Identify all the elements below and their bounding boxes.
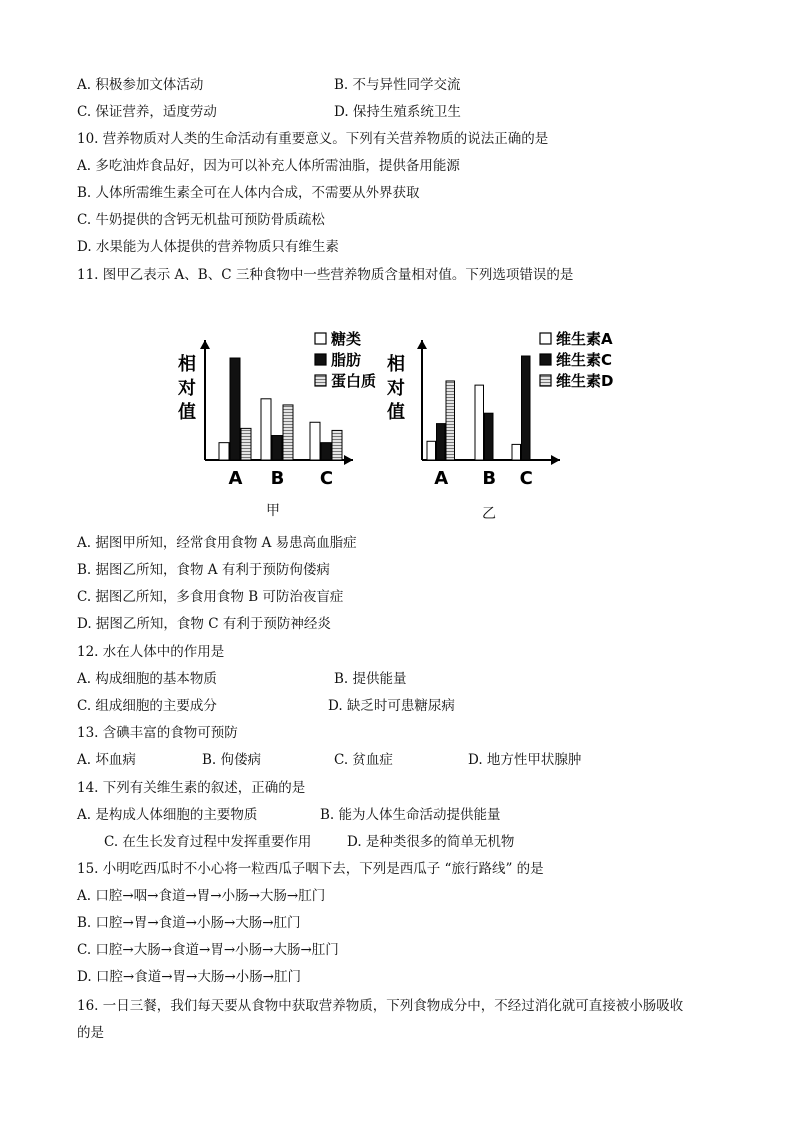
bar-C-蛋白质 xyxy=(332,430,342,460)
q16-stem-line2: 的是 xyxy=(77,1025,104,1041)
q15-stem: 15. 小明吃西瓜时不小心将一粒西瓜子咽下去，下列是西瓜子 “旅行路线” 的是 xyxy=(77,861,544,877)
y-axis-label-char: 对 xyxy=(387,378,405,399)
q12-option-a: A. 构成细胞的基本物质 xyxy=(77,671,217,687)
bar-B-蛋白质 xyxy=(283,405,293,460)
bar-A-维生素C xyxy=(437,424,446,460)
q9-option-c: C. 保证营养，适度劳动 xyxy=(77,104,217,120)
legend-swatch xyxy=(540,354,551,365)
legend-swatch xyxy=(315,354,326,365)
legend-label: 维生素D xyxy=(556,372,614,390)
bar-A-维生素D xyxy=(446,381,455,460)
x-axis-arrow xyxy=(344,455,353,465)
chart-yi-svg xyxy=(378,318,623,493)
bar-C-维生素C xyxy=(522,356,531,460)
q12-option-d: D. 缺乏时可患糖尿病 xyxy=(328,698,455,714)
bar-B-维生素C xyxy=(485,413,494,460)
legend-swatch xyxy=(540,333,551,344)
legend-label: 维生素A xyxy=(556,330,613,348)
q14-stem: 14. 下列有关维生素的叙述，正确的是 xyxy=(77,780,306,796)
q14-option-d: D. 是种类很多的简单无机物 xyxy=(347,834,515,850)
y-axis-arrow xyxy=(417,340,427,349)
q15-option-b: B. 口腔→胃→食道→小肠→大肠→肛门 xyxy=(77,915,301,931)
q11-option-b: B. 据图乙所知，食物 A 有利于预防佝偻病 xyxy=(77,562,330,578)
y-axis-label-char: 相 xyxy=(178,354,196,375)
q15-option-a: A. 口腔→咽→食道→胃→小肠→大肠→肛门 xyxy=(77,888,326,904)
bar-B-糖类 xyxy=(261,399,271,460)
q13-option-a: A. 坏血病 xyxy=(77,752,136,768)
q14-option-c: C. 在生长发育过程中发挥重要作用 xyxy=(104,834,312,850)
q9-option-b: B. 不与异性同学交流 xyxy=(334,77,461,93)
figure-jia-caption: 甲 xyxy=(266,503,280,519)
bar-A-蛋白质 xyxy=(241,428,251,460)
legend-label: 糖类 xyxy=(331,330,362,348)
q9-option-d: D. 保持生殖系统卫生 xyxy=(334,104,461,120)
q15-option-c: C. 口腔→大肠→食道→胃→小肠→大肠→肛门 xyxy=(77,942,339,958)
x-tick-label: B xyxy=(270,468,285,489)
x-tick-label: C xyxy=(319,468,334,489)
bar-B-维生素A xyxy=(475,385,484,460)
y-axis-label-char: 相 xyxy=(387,354,405,375)
bar-A-脂肪 xyxy=(230,358,240,460)
x-tick-label: A xyxy=(228,468,243,489)
figure-jia xyxy=(175,318,377,493)
q11-option-d: D. 据图乙所知，食物 C 有利于预防神经炎 xyxy=(77,616,331,632)
q11-option-c: C. 据图乙所知，多食用食物 B 可防治夜盲症 xyxy=(77,589,344,605)
x-tick-label: B xyxy=(482,468,497,489)
legend-label: 维生素C xyxy=(556,351,613,369)
x-tick-label: A xyxy=(434,468,449,489)
q10-option-d: D. 水果能为人体提供的营养物质只有维生素 xyxy=(77,239,339,255)
q12-stem: 12. 水在人体中的作用是 xyxy=(77,644,225,660)
bar-A-维生素A xyxy=(427,441,436,460)
figure-yi xyxy=(378,318,623,493)
chart-jia-svg xyxy=(175,318,377,493)
q16-stem-line1: 16. 一日三餐，我们每天要从食物中获取营养物质，下列食物成分中，不经过消化就可直接被小肠吸收 xyxy=(77,998,684,1014)
q9-option-a: A. 积极参加文体活动 xyxy=(77,77,204,93)
y-axis-label-char: 值 xyxy=(387,402,405,423)
q13-option-c: C. 贫血症 xyxy=(334,752,393,768)
q11-stem: 11. 图甲乙表示 A、B、C 三种食物中一些营养物质含量相对值。下列选项错误的是 xyxy=(77,267,574,283)
q10-option-a: A. 多吃油炸食品好，因为可以补充人体所需油脂，提供备用能源 xyxy=(77,158,460,174)
bar-C-维生素A xyxy=(512,444,521,460)
q12-option-c: C. 组成细胞的主要成分 xyxy=(77,698,217,714)
y-axis-label-char: 对 xyxy=(178,378,196,399)
legend-label: 脂肪 xyxy=(331,351,362,369)
x-axis-arrow xyxy=(551,455,560,465)
q10-stem: 10. 营养物质对人类的生命活动有重要意义。下列有关营养物质的说法正确的是 xyxy=(77,131,549,147)
q10-option-b: B. 人体所需维生素全可在人体内合成，不需要从外界获取 xyxy=(77,185,420,201)
legend-label: 蛋白质 xyxy=(331,372,377,390)
bar-C-糖类 xyxy=(310,422,320,460)
legend-swatch xyxy=(540,375,551,386)
bar-B-脂肪 xyxy=(272,436,282,460)
q13-stem: 13. 含碘丰富的食物可预防 xyxy=(77,725,238,741)
x-tick-label: C xyxy=(519,468,533,489)
q14-option-a: A. 是构成人体细胞的主要物质 xyxy=(77,807,258,823)
bar-A-糖类 xyxy=(219,443,229,460)
legend-swatch xyxy=(315,375,326,386)
y-axis-label-char: 值 xyxy=(178,402,196,423)
legend-swatch xyxy=(315,333,326,344)
y-axis-arrow xyxy=(200,340,210,349)
q14-option-b: B. 能为人体生命活动提供能量 xyxy=(320,807,501,823)
q13-option-b: B. 佝偻病 xyxy=(202,752,262,768)
q13-option-d: D. 地方性甲状腺肿 xyxy=(468,752,582,768)
q12-option-b: B. 提供能量 xyxy=(334,671,407,687)
q15-option-d: D. 口腔→食道→胃→大肠→小肠→肛门 xyxy=(77,969,301,985)
q11-option-a: A. 据图甲所知，经常食用食物 A 易患高血脂症 xyxy=(77,535,357,551)
bar-C-脂肪 xyxy=(321,443,331,460)
figure-yi-caption: 乙 xyxy=(482,506,496,522)
q10-option-c: C. 牛奶提供的含钙无机盐可预防骨质疏松 xyxy=(77,212,325,228)
